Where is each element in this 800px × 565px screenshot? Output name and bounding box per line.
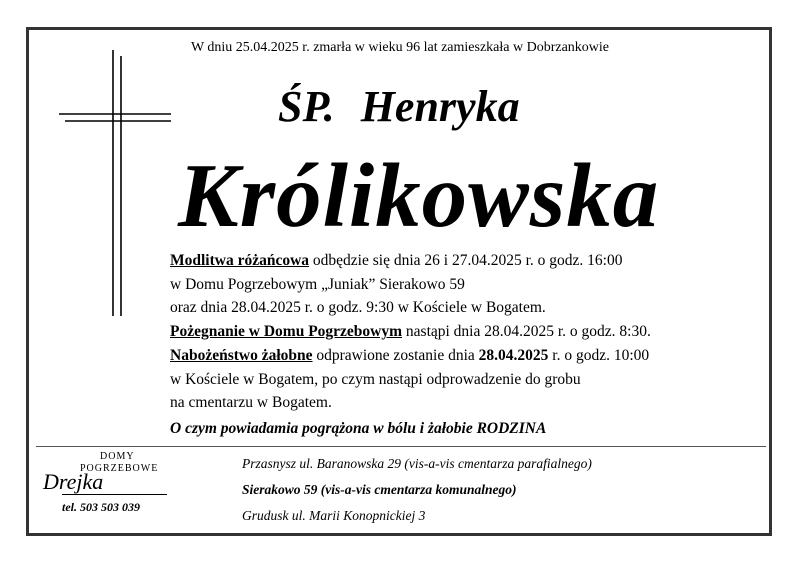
farewell-label: Pożegnanie w Domu Pogrzebowym <box>170 323 403 341</box>
deceased-prefix: ŚP. <box>278 82 335 131</box>
logo-underline <box>62 494 167 495</box>
deceased-first-name: Henryka <box>360 82 520 131</box>
logo-name: Drejka <box>43 469 104 494</box>
rosary-line-1: Modlitwa różańcowa odbędzie się dnia 26 i 27.04.2025 r. o godz. 16:00 <box>170 252 623 269</box>
rosary-line-2: w Domu Pogrzebowym „Juniak” Sierakowo 59 <box>170 275 465 293</box>
phone-number: tel. 503 503 039 <box>62 500 140 514</box>
mass-line-3: na cmentarzu w Bogatem. <box>170 394 332 412</box>
deceased-surname: Królikowska <box>178 145 660 246</box>
mass-line-1: Nabożeństwo żałobne odprawione zostanie dnia 28.04.2025 r. o godz. 10:00 <box>170 346 650 364</box>
address-sierakowo: Sierakowo 59 (vis-a-vis cmentarza komunalnego) <box>242 482 517 497</box>
cross-icon <box>55 50 175 320</box>
rosary-line-3: oraz dnia 28.04.2025 r. o godz. 9:30 w Kościele w Bogatem. <box>170 299 546 317</box>
farewell-line: Pożegnanie w Domu Pogrzebowym nastąpi dnia 28.04.2025 r. o godz. 8:30. <box>170 323 651 341</box>
rosary-label: Modlitwa różańcowa <box>170 252 310 269</box>
logo-line-2: POGRZEBOWE <box>80 463 159 474</box>
logo-line-1: DOMY <box>100 451 135 462</box>
footer-divider <box>36 446 766 447</box>
deceased-first-name-line <box>278 81 598 132</box>
death-announcement-header: W dniu 25.04.2025 r. zmarła w wieku 96 lat zamieszkała w Dobrzankowie <box>190 40 610 55</box>
mass-label: Nabożeństwo żałobne <box>170 346 313 364</box>
address-grudusk: Grudusk ul. Marii Konopnickiej 3 <box>242 508 426 523</box>
address-przasnysz: Przasnysz ul. Baranowska 29 (vis-a-vis cmentarza parafialnego) <box>242 456 592 471</box>
ceremony-details <box>170 249 750 415</box>
mass-line-2: w Kościele w Bogatem, po czym nastąpi odprowadzenie do grobu <box>170 370 581 388</box>
mass-date: 28.04.2025 <box>478 346 549 364</box>
family-closing: O czym powiadamia pogrążona w bólu i żałobie RODZINA <box>170 420 547 437</box>
